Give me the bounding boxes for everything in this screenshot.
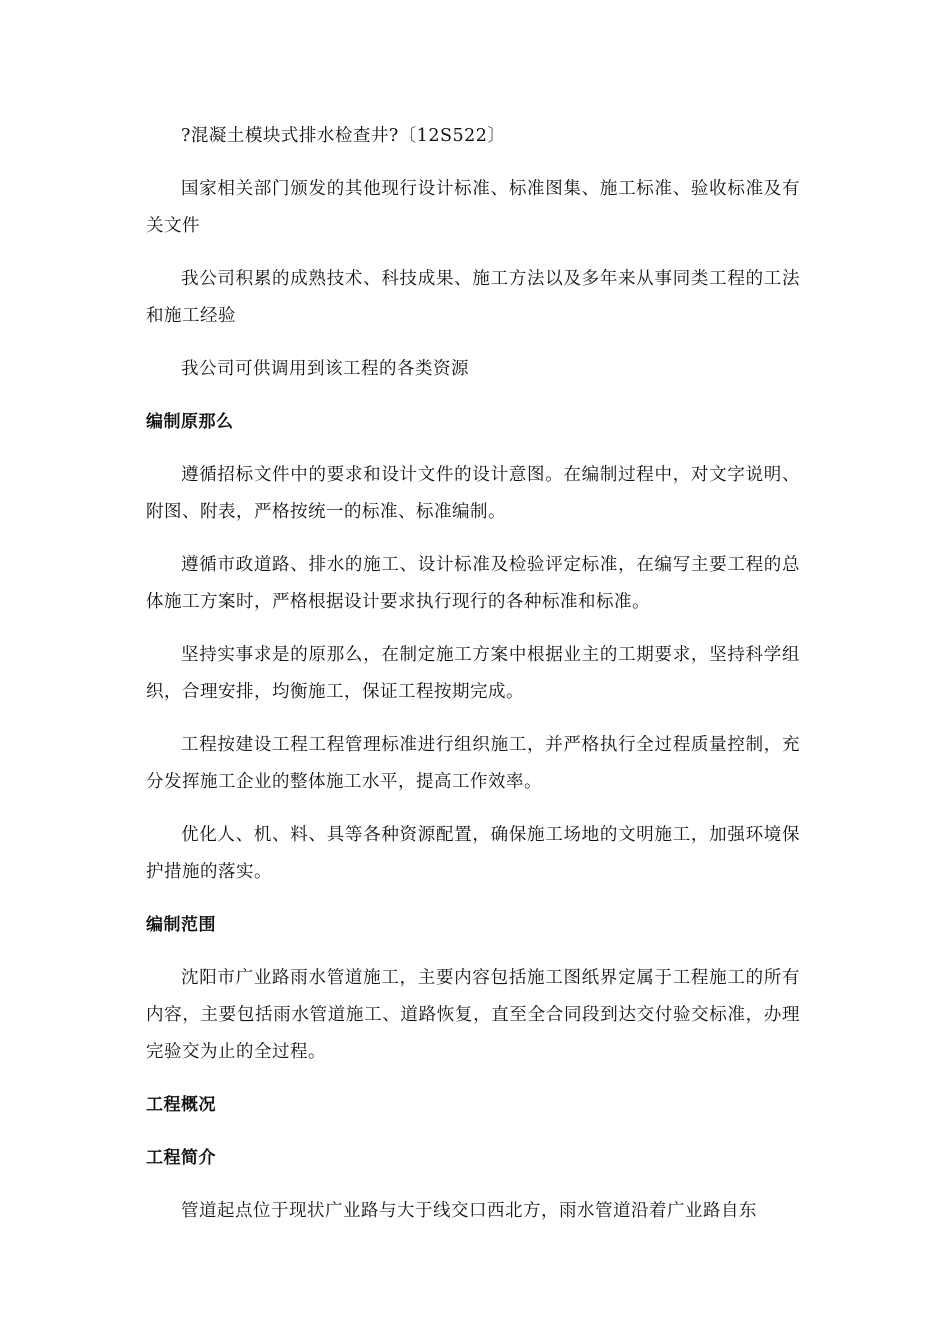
section-heading: 工程简介 (146, 1148, 216, 1168)
paragraph: 遵循招标文件中的要求和设计文件的设计意图。在编制过程中，对文字说明、附图、附表，严格按统一的标准、标准编制。 (146, 465, 800, 522)
section-heading: 编制范围 (146, 915, 216, 935)
paragraph: 管道起点位于现状广业路与大于线交口西北方，雨水管道沿着广业路自东 (181, 1201, 757, 1221)
section-heading: 工程概况 (146, 1095, 216, 1115)
paragraph: 工程按建设工程工程管理标准进行组织施工，并严格执行全过程质量控制，充分发挥施工企业的整体施工水平，提高工作效率。 (146, 735, 800, 792)
paragraph: ?混凝土模块式排水检查井?〔12S522〕 (181, 126, 506, 146)
paragraph: 国家相关部门颁发的其他现行设计标准、标准图集、施工标准、验收标准及有关文件 (146, 179, 800, 236)
paragraph: 优化人、机、料、具等各种资源配置，确保施工场地的文明施工，加强环境保护措施的落实。 (146, 825, 800, 882)
document-body (146, 118, 800, 1246)
paragraph: 我公司积累的成熟技术、科技成果、施工方法以及多年来从事同类工程的工法和施工经验 (146, 269, 800, 326)
paragraph: 坚持实事求是的原那么，在制定施工方案中根据业主的工期要求，坚持科学组织，合理安排，均衡施工，保证工程按期完成。 (146, 645, 800, 702)
paragraph: 我公司可供调用到该工程的各类资源 (181, 359, 469, 379)
paragraph: 遵循市政道路、排水的施工、设计标准及检验评定标准，在编写主要工程的总体施工方案时，严格根据设计要求执行现行的各种标准和标准。 (146, 555, 800, 612)
section-heading: 编制原那么 (146, 412, 234, 432)
paragraph: 沈阳市广业路雨水管道施工，主要内容包括施工图纸界定属于工程施工的所有内容，主要包括雨水管道施工、道路恢复，直至全合同段到达交付验交标准，办理完验交为止的全过程。 (146, 968, 800, 1062)
